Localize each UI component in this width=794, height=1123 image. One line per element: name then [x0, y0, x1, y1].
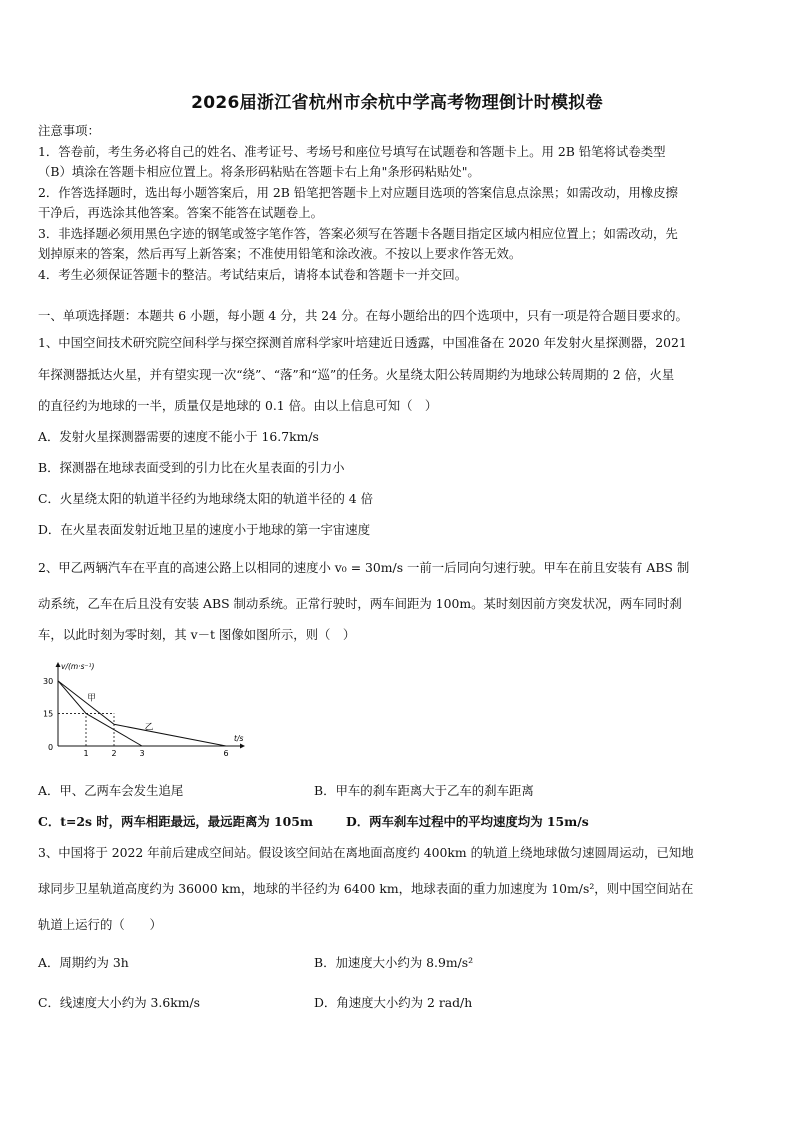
x-tick-label: 3: [139, 749, 145, 758]
y-axis-label: v/(m·s⁻¹): [61, 662, 95, 671]
notice-item-1-line-1: 1．答卷前，考生务必将自己的姓名、准考证号、考场号和座位号填写在试题卷和答题卡上。用 2B 铅笔将试卷类型: [38, 144, 666, 159]
question-2-line-3: 车，以此时刻为零时刻，其 v－t 图像如图所示，则（ ）: [38, 627, 356, 642]
x-tick-label: 1: [83, 749, 89, 758]
x-axis-arrow: [240, 744, 245, 749]
origin-label: 0: [48, 743, 54, 752]
y-tick-label: 30: [43, 676, 54, 686]
x-axis-label: t/s: [234, 734, 244, 743]
question-3-option-a: A．周期约为 3h: [38, 955, 129, 970]
notice-item-3-line-2: 划掉原来的答案，然后再写上新答案；不准使用铅笔和涂改液。不按以上要求作答无效。: [38, 246, 522, 261]
notice-item-4: 4．考生必须保证答题卡的整洁。考试结束后，请将本试卷和答题卡一并交回。: [38, 267, 468, 282]
question-3-option-c: C．线速度大小约为 3.6km/s: [38, 995, 201, 1010]
x-tick-label: 6: [223, 749, 229, 758]
question-1-line-1: 1、中国空间技术研究院空间科学与探空探测首席科学家叶培建近日透露，中国准备在 2020 年发射火星探测器，2021: [38, 335, 687, 350]
question-2-line-2: 动系统，乙车在后且没有安装 ABS 制动系统。正常行驶时，两车间距为 100m。某时刻因前方突发状况，两车同时刹: [38, 596, 682, 611]
page-title: 2026届浙江省杭州市余杭中学高考物理倒计时模拟卷: [191, 93, 603, 113]
question-3-option-b: B．加速度大小约为 8.9m/s²: [314, 955, 474, 970]
y-axis-arrow: [56, 662, 61, 667]
x-tick-label: 2: [111, 749, 117, 758]
question-3-line-2: 球同步卫星轨道高度约为 36000 km，地球的半径约为 6400 km，地球表面的重力加速度为 10m/s²，则中国空间站在: [38, 881, 694, 896]
vt-graph: [36, 660, 248, 760]
question-3-option-d: D．角速度大小约为 2 rad/h: [314, 995, 473, 1010]
question-3-line-1: 3、中国将于 2022 年前后建成空间站。假设该空间站在离地面高度约 400km 的轨道上绕地球做匀速圆周运动，已知地: [38, 845, 694, 860]
question-1-line-2: 年探测器抵达火星，并有望实现一次“绕”、“落”和“巡”的任务。火星绕太阳公转周期约为地球公转周期的 2 倍，火星: [38, 367, 675, 382]
question-1-option-a: A．发射火星探测器需要的速度不能小于 16.7km/s: [38, 429, 319, 444]
question-1-option-d: D．在火星表面发射近地卫星的速度小于地球的第一宇宙速度: [38, 522, 371, 537]
question-2-option-d: D．两车刹车过程中的平均速度均为 15m/s: [346, 814, 589, 829]
question-1-line-3: 的直径约为地球的一半，质量仅是地球的 0.1 倍。由以上信息可知（ ）: [38, 398, 438, 413]
y-tick-label: 15: [43, 709, 54, 719]
notice-item-2-line-1: 2．作答选择题时，选出每小题答案后，用 2B 铅笔把答题卡上对应题目选项的答案信息点涂黑；如需改动，用橡皮擦: [38, 185, 678, 200]
question-3-line-3: 轨道上运行的（ ）: [38, 917, 162, 932]
question-1-option-b: B．探测器在地球表面受到的引力比在火星表面的引力小: [38, 460, 345, 475]
question-2-line-1: 2、甲乙两辆汽车在平直的高速公路上以相同的速度小 v₀ = 30m/s 一前一后同向匀速行驶。甲车在前且安装有 ABS 制: [38, 560, 690, 575]
notice-heading: 注意事项：: [38, 123, 100, 138]
question-2-option-b: B．甲车的刹车距离大于乙车的刹车距离: [314, 783, 534, 798]
question-2-option-a: A．甲、乙两车会发生追尾: [38, 783, 184, 798]
question-2-option-c: C．t=2s 时，两车相距最远，最远距离为 105m: [38, 814, 314, 829]
notice-item-1-line-2: （B）填涂在答题卡相应位置上。将条形码粘贴在答题卡右上角"条形码粘贴处"。: [38, 164, 480, 179]
question-1-option-c: C．火星绕太阳的轨道半径约为地球绕太阳的轨道半径的 4 倍: [38, 491, 374, 506]
notice-item-3-line-1: 3．非选择题必须用黑色字迹的钢笔或签字笔作答，答案必须写在答题卡各题目指定区域内相应位置上；如需改动，先: [38, 226, 678, 241]
notice-item-2-line-2: 干净后，再选涂其他答案。答案不能答在试题卷上。: [38, 205, 323, 220]
series-label-yi: 乙: [144, 722, 154, 733]
series-label-jia: 甲: [87, 693, 96, 704]
section-heading: 一、单项选择题：本题共 6 小题，每小题 4 分，共 24 分。在每小题给出的四个选项中，只有一项是符合题目要求的。: [38, 308, 688, 323]
